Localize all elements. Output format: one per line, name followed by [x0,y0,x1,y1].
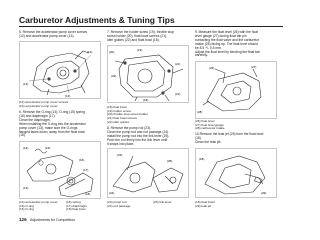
figure-float-bowl [107,45,189,103]
label-13: (13) [23,82,29,86]
label-28: (28) [197,110,203,114]
page-number: 126 [19,217,27,222]
label-14: (14) [23,146,29,150]
footer-section-title: Adjustments for Competition [30,217,76,222]
label-23: (23) [117,153,123,157]
figure-leak-jet [195,148,277,198]
label-24: (24) [109,191,115,195]
label-27: (27) [251,65,257,69]
figure-5-caption: (26) float level (27) float level gauge (28) carburetor intake [195,119,225,131]
figure-1-caption: (12) accelerator pump cover screws (13) accelerator pump cover [19,100,69,108]
label-18: (18) [85,192,91,196]
step-7: 7. Remove the holder screw (19), throttle stop screw holder (20), float bowl screws (21), idler guides (22) and float bowl (18). [107,30,174,42]
figure-2-caption-right: (16) spring (17) diaphragm (18) float bowl [66,200,87,212]
figure-pump-rod [107,148,189,198]
figure-accelerator-pump-cover [19,41,101,99]
page-title: Carburetor Adjustments & Tuning Tips [19,15,175,25]
figure-o-ring-diaphragm [19,141,101,199]
figure-float-level [195,61,277,119]
figure-6-caption: (18) float bowl (29) leak jet [195,200,215,208]
label-26: (26) [209,66,215,70]
label-18c: (18) [199,157,205,161]
label-15: (15) [45,146,51,150]
figure-4-caption-right: (25) link lever [153,200,172,204]
figure-4-caption-left: (23) pump rod (24) rod passage [107,200,131,208]
step-10: 10.Remove the leak jet (29) from the float bowl (18). Clean the leak jet. [195,132,264,144]
step-9: 9. Measure the float level (26) with the float level gauge (27) during float tab pin contacting the float valve and the carburetor intake (28) facing up. The float level should be 8.5 +/- 0.5 mm. Adjust the float level by bending the float tab carefully. [195,30,260,58]
figure-2-caption-left: (14) accelerator pump cover (15) O-ring (16) O-ring [19,200,58,212]
label-19: (19) [137,48,143,52]
label-17: (17) [83,168,89,172]
figure-3-caption: (18) float bowl (19) holder screw (20) throttle stop screw holder (21) float bowl screws (22) idler guides [107,105,148,124]
label-12: (12) [87,50,93,54]
label-25: (25) [167,159,173,163]
label-29: (29) [261,191,267,195]
label-13b: (13) [65,94,71,98]
label-20: (20) [109,50,115,54]
label-16: (16) [79,158,85,162]
step-6: 6. Remove the O-ring (14), O-ring (15) spring (16) and diaphragm (17). Clean the diaphragm. When installing the O-ring into the accelerator pump cover (13), make sure the O-rings flanged faces down, away from the float bowl (18). [19,110,86,138]
label-18b: (18) [143,98,149,102]
label-21b: (21) [175,92,181,96]
label-22: (22) [111,74,117,78]
label-13c: (13) [23,186,29,190]
step-8: 8. Remove the pump rod (23). Clean the pump rod and rod passage (24). Install the pump rod into the link lever (25). Push the rod firmly into the link lever until it snaps into place. [107,126,170,146]
step-5: 5. Remove the accelerator pump cover screws (12) and accelerator pump cover (13). [19,30,87,38]
label-21: (21) [175,62,181,66]
